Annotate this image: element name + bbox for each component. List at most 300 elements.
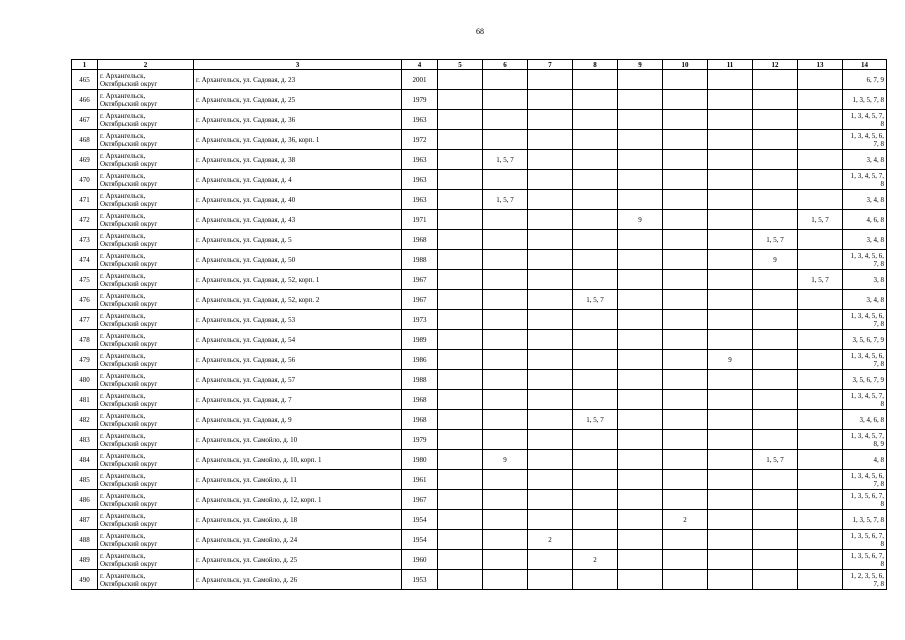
table-row [72,310,887,330]
cell-line: г. Архангельск, [100,351,146,360]
cell-line: г. Архангельск, [100,571,146,580]
col-13-cell [798,310,843,330]
column-header-12: 12 [753,60,798,70]
cell-line: Октябрьский округ [100,579,158,588]
cell-line: г. Архангельск, [100,171,146,180]
col-12-cell [753,270,798,290]
col-6-cell [483,170,528,190]
col-13-cell [798,250,843,270]
cell-line: Октябрьский округ [100,119,158,128]
cell-line: Октябрьский округ [100,339,158,348]
col-8-cell [573,370,618,390]
row-number: 477 [72,310,98,330]
row-number: 478 [72,330,98,350]
cell-line: Октябрьский округ [100,359,158,368]
cell-line: 1, 3, 4, 5, 6, [850,311,884,320]
col-13-cell [798,530,843,550]
col-7-cell [528,450,573,470]
col-10-cell [663,150,708,170]
cell-line: Октябрьский округ [100,99,158,108]
col-14-cell [843,250,887,270]
col-11-cell [708,90,753,110]
cell-line: 8 [880,119,884,128]
col-13-cell [798,450,843,470]
col-8-cell: 1, 5, 7 [573,290,618,310]
col-9-cell [618,130,663,150]
cell-line: 8 [880,399,884,408]
cell-line: 7, 8 [873,479,884,488]
col-9-cell [618,570,663,590]
address-cell: г. Архангельск, ул. Самойло, д. 12, корп. 1 [194,490,402,510]
col-14-cell [843,350,887,370]
row-number: 484 [72,450,98,470]
district-cell [98,290,194,310]
col-7-cell [528,230,573,250]
cell-line: 3, 4, 8 [866,235,884,244]
col-13-cell [798,330,843,350]
table-row [72,230,887,250]
col-8-cell [573,570,618,590]
cell-line: Октябрьский округ [100,379,158,388]
column-header-8: 8 [573,60,618,70]
col-9-cell [618,230,663,250]
district-cell [98,370,194,390]
cell-line: 3, 8 [873,275,884,284]
col-6-cell: 1, 5, 7 [483,150,528,170]
col-8-cell [573,70,618,90]
district-cell [98,450,194,470]
cell-line: г. Архангельск, [100,391,146,400]
col-13-cell [798,70,843,90]
col-9-cell [618,470,663,490]
col-14-cell [843,530,887,550]
address-cell: г. Архангельск, ул. Самойло, д. 10, корп. 1 [194,450,402,470]
address-cell: г. Архангельск, ул. Садовая, д. 5 [194,230,402,250]
year-cell: 1973 [402,310,438,330]
column-header-9: 9 [618,60,663,70]
cell-line: 8 [880,539,884,548]
year-cell: 1961 [402,470,438,490]
address-cell: г. Архангельск, ул. Садовая, д. 36 [194,110,402,130]
row-number: 476 [72,290,98,310]
cell-line: 8 [880,499,884,508]
cell-line: 1, 2, 3, 5, 6, [850,571,884,580]
col-10-cell [663,330,708,350]
table-row [72,390,887,410]
district-cell [98,90,194,110]
address-cell: г. Архангельск, ул. Садовая, д. 56 [194,350,402,370]
cell-line: 7, 8 [873,139,884,148]
address-cell: г. Архангельск, ул. Садовая, д. 54 [194,330,402,350]
cell-line: г. Архангельск, [100,491,146,500]
year-cell: 1979 [402,430,438,450]
col-10-cell [663,350,708,370]
cell-line: Октябрьский округ [100,259,158,268]
col-10-cell [663,570,708,590]
col-5-cell [438,390,483,410]
district-cell [98,510,194,530]
cell-line: 3, 4, 6, 8 [859,415,884,424]
cell-line: Октябрьский округ [100,419,158,428]
col-9-cell [618,110,663,130]
col-7-cell [528,310,573,330]
col-6-cell [483,210,528,230]
cell-line: г. Архангельск, [100,511,146,520]
column-header-7: 7 [528,60,573,70]
address-cell: г. Архангельск, ул. Садовая, д. 38 [194,150,402,170]
cell-line: 1, 3, 4, 5, 6, [850,471,884,480]
table-row [72,490,887,510]
col-12-cell [753,190,798,210]
column-header-5: 5 [438,60,483,70]
col-13-cell [798,470,843,490]
district-cell [98,530,194,550]
col-7-cell [528,570,573,590]
col-8-cell [573,450,618,470]
col-14-cell [843,150,887,170]
col-5-cell [438,290,483,310]
col-14-cell [843,110,887,130]
col-12-cell [753,70,798,90]
col-6-cell: 9 [483,450,528,470]
row-number: 483 [72,430,98,450]
col-14-cell [843,330,887,350]
col-13-cell [798,570,843,590]
cell-line: 3, 4, 8 [866,195,884,204]
district-cell [98,190,194,210]
col-10-cell [663,190,708,210]
col-12-cell [753,530,798,550]
col-14-cell [843,470,887,490]
col-10-cell [663,210,708,230]
col-6-cell [483,570,528,590]
col-14-cell [843,70,887,90]
col-5-cell [438,150,483,170]
col-9-cell [618,490,663,510]
cell-line: г. Архангельск, [100,331,146,340]
col-9-cell [618,430,663,450]
col-13-cell [798,150,843,170]
col-5-cell [438,210,483,230]
table-row [72,210,887,230]
year-cell: 1954 [402,530,438,550]
col-6-cell [483,290,528,310]
cell-line: г. Архангельск, [100,191,146,200]
year-cell: 1988 [402,250,438,270]
cell-line: 1, 3, 4, 5, 7, [850,111,884,120]
cell-line: 7, 8 [873,259,884,268]
col-12-cell [753,370,798,390]
table-row [72,190,887,210]
row-number: 482 [72,410,98,430]
col-8-cell [573,90,618,110]
col-13-cell [798,490,843,510]
year-cell: 1953 [402,570,438,590]
cell-line: 7, 8 [873,359,884,368]
year-cell: 2001 [402,70,438,90]
cell-line: Октябрьский округ [100,179,158,188]
cell-line: г. Архангельск, [100,371,146,380]
district-cell [98,250,194,270]
col-11-cell [708,430,753,450]
col-8-cell [573,270,618,290]
col-6-cell [483,410,528,430]
cell-line: 1, 3, 5, 7, 8 [852,95,884,104]
col-14-cell [843,490,887,510]
year-cell: 1979 [402,90,438,110]
column-header-1: 1 [72,60,98,70]
col-12-cell [753,90,798,110]
col-10-cell [663,530,708,550]
col-12-cell [753,570,798,590]
col-7-cell [528,410,573,430]
col-5-cell [438,310,483,330]
cell-line: Октябрьский округ [100,439,158,448]
col-9-cell [618,450,663,470]
year-cell: 1988 [402,370,438,390]
col-8-cell [573,510,618,530]
col-13-cell [798,190,843,210]
col-10-cell [663,110,708,130]
col-14-cell [843,130,887,150]
cell-line: г. Архангельск, [100,311,146,320]
col-7-cell [528,390,573,410]
col-13-cell [798,350,843,370]
col-11-cell [708,550,753,570]
district-cell [98,350,194,370]
col-10-cell [663,550,708,570]
column-header-3: 3 [194,60,402,70]
cell-line: Октябрьский округ [100,79,158,88]
col-11-cell [708,490,753,510]
col-12-cell [753,470,798,490]
col-9-cell [618,170,663,190]
col-8-cell [573,430,618,450]
address-cell: г. Архангельск, ул. Садовая, д. 52, корп. 1 [194,270,402,290]
cell-line: 4, 6, 8 [866,215,884,224]
table-row [72,510,887,530]
col-10-cell [663,390,708,410]
col-13-cell [798,130,843,150]
col-10-cell [663,250,708,270]
cell-line: г. Архангельск, [100,211,146,220]
col-9-cell [618,90,663,110]
col-7-cell [528,190,573,210]
col-11-cell [708,230,753,250]
col-13-cell [798,550,843,570]
col-5-cell [438,190,483,210]
col-11-cell [708,70,753,90]
cell-line: 8, 9 [873,439,884,448]
col-7-cell [528,430,573,450]
cell-line: Октябрьский округ [100,159,158,168]
col-13-cell [798,170,843,190]
col-11-cell [708,290,753,310]
year-cell: 1989 [402,330,438,350]
address-cell: г. Архангельск, ул. Самойло, д. 10 [194,430,402,450]
year-cell: 1963 [402,190,438,210]
col-12-cell: 1, 5, 7 [753,230,798,250]
col-5-cell [438,110,483,130]
cell-line: 6, 7, 9 [866,75,884,84]
col-5-cell [438,530,483,550]
col-11-cell [708,330,753,350]
col-14-cell [843,410,887,430]
row-number: 465 [72,70,98,90]
col-13-cell [798,290,843,310]
col-10-cell [663,430,708,450]
row-number: 488 [72,530,98,550]
cell-line: г. Архангельск, [100,271,146,280]
col-5-cell [438,410,483,430]
col-11-cell [708,270,753,290]
col-9-cell [618,70,663,90]
col-11-cell [708,510,753,530]
col-14-cell [843,510,887,530]
cell-line: Октябрьский округ [100,199,158,208]
col-10-cell [663,230,708,250]
cell-line: Октябрьский округ [100,279,158,288]
address-cell: г. Архангельск, ул. Садовая, д. 7 [194,390,402,410]
cell-line: 3, 4, 8 [866,295,884,304]
year-cell: 1960 [402,550,438,570]
col-5-cell [438,470,483,490]
district-cell [98,430,194,450]
col-7-cell [528,550,573,570]
col-7-cell [528,90,573,110]
col-13-cell [798,430,843,450]
col-9-cell [618,390,663,410]
col-8-cell [573,150,618,170]
col-10-cell [663,130,708,150]
col-11-cell [708,310,753,330]
col-10-cell [663,70,708,90]
col-11-cell [708,150,753,170]
col-6-cell [483,390,528,410]
col-7-cell [528,370,573,390]
row-number: 485 [72,470,98,490]
year-cell: 1980 [402,450,438,470]
col-7-cell [528,150,573,170]
cell-line: г. Архангельск, [100,71,146,80]
col-12-cell: 1, 5, 7 [753,450,798,470]
district-cell [98,150,194,170]
row-number: 479 [72,350,98,370]
col-7-cell [528,350,573,370]
cell-line: 4, 8 [873,455,884,464]
col-12-cell: 9 [753,250,798,270]
table-row [72,110,887,130]
district-cell [98,490,194,510]
row-number: 480 [72,370,98,390]
table-row [72,330,887,350]
cell-line: г. Архангельск, [100,431,146,440]
col-8-cell [573,330,618,350]
col-6-cell [483,530,528,550]
row-number: 481 [72,390,98,410]
address-cell: г. Архангельск, ул. Самойло, д. 11 [194,470,402,490]
cell-line: г. Архангельск, [100,551,146,560]
col-9-cell [618,190,663,210]
address-cell: г. Архангельск, ул. Самойло, д. 25 [194,550,402,570]
col-6-cell [483,550,528,570]
row-number: 472 [72,210,98,230]
col-12-cell [753,490,798,510]
district-cell [98,330,194,350]
row-number: 466 [72,90,98,110]
col-10-cell [663,410,708,430]
col-6-cell [483,110,528,130]
table-row [72,570,887,590]
col-12-cell [753,130,798,150]
row-number: 486 [72,490,98,510]
col-14-cell [843,550,887,570]
col-14-cell [843,390,887,410]
col-13-cell: 1, 5, 7 [798,210,843,230]
table-row [72,430,887,450]
table-row [72,410,887,430]
col-8-cell [573,490,618,510]
cell-line: 1, 3, 5, 7, 8 [852,515,884,524]
year-cell: 1963 [402,150,438,170]
col-9-cell [618,410,663,430]
row-number: 474 [72,250,98,270]
col-12-cell [753,290,798,310]
table-row [72,150,887,170]
col-11-cell [708,170,753,190]
col-12-cell [753,150,798,170]
col-6-cell [483,470,528,490]
cell-line: Октябрьский округ [100,539,158,548]
col-7-cell [528,490,573,510]
col-11-cell [708,530,753,550]
col-8-cell [573,230,618,250]
col-5-cell [438,330,483,350]
col-9-cell [618,550,663,570]
cell-line: 3, 4, 8 [866,155,884,164]
col-13-cell: 1, 5, 7 [798,270,843,290]
col-11-cell [708,190,753,210]
col-13-cell [798,230,843,250]
col-14-cell [843,90,887,110]
table-header-row [72,60,887,70]
col-14-cell [843,270,887,290]
col-10-cell [663,170,708,190]
column-header-2: 2 [98,60,194,70]
col-9-cell [618,150,663,170]
year-cell: 1967 [402,270,438,290]
table-row [72,290,887,310]
col-11-cell [708,210,753,230]
district-cell [98,210,194,230]
col-7-cell [528,290,573,310]
col-5-cell [438,90,483,110]
col-5-cell [438,170,483,190]
cell-line: 7, 8 [873,579,884,588]
district-cell [98,170,194,190]
year-cell: 1954 [402,510,438,530]
col-6-cell [483,230,528,250]
district-cell [98,130,194,150]
col-6-cell [483,510,528,530]
table-row [72,90,887,110]
table-row [72,270,887,290]
cell-line: 1, 3, 4, 5, 6, [850,351,884,360]
address-cell: г. Архангельск, ул. Садовая, д. 50 [194,250,402,270]
cell-line: 1, 3, 4, 5, 6, [850,131,884,140]
column-header-14: 14 [843,60,887,70]
col-5-cell [438,130,483,150]
